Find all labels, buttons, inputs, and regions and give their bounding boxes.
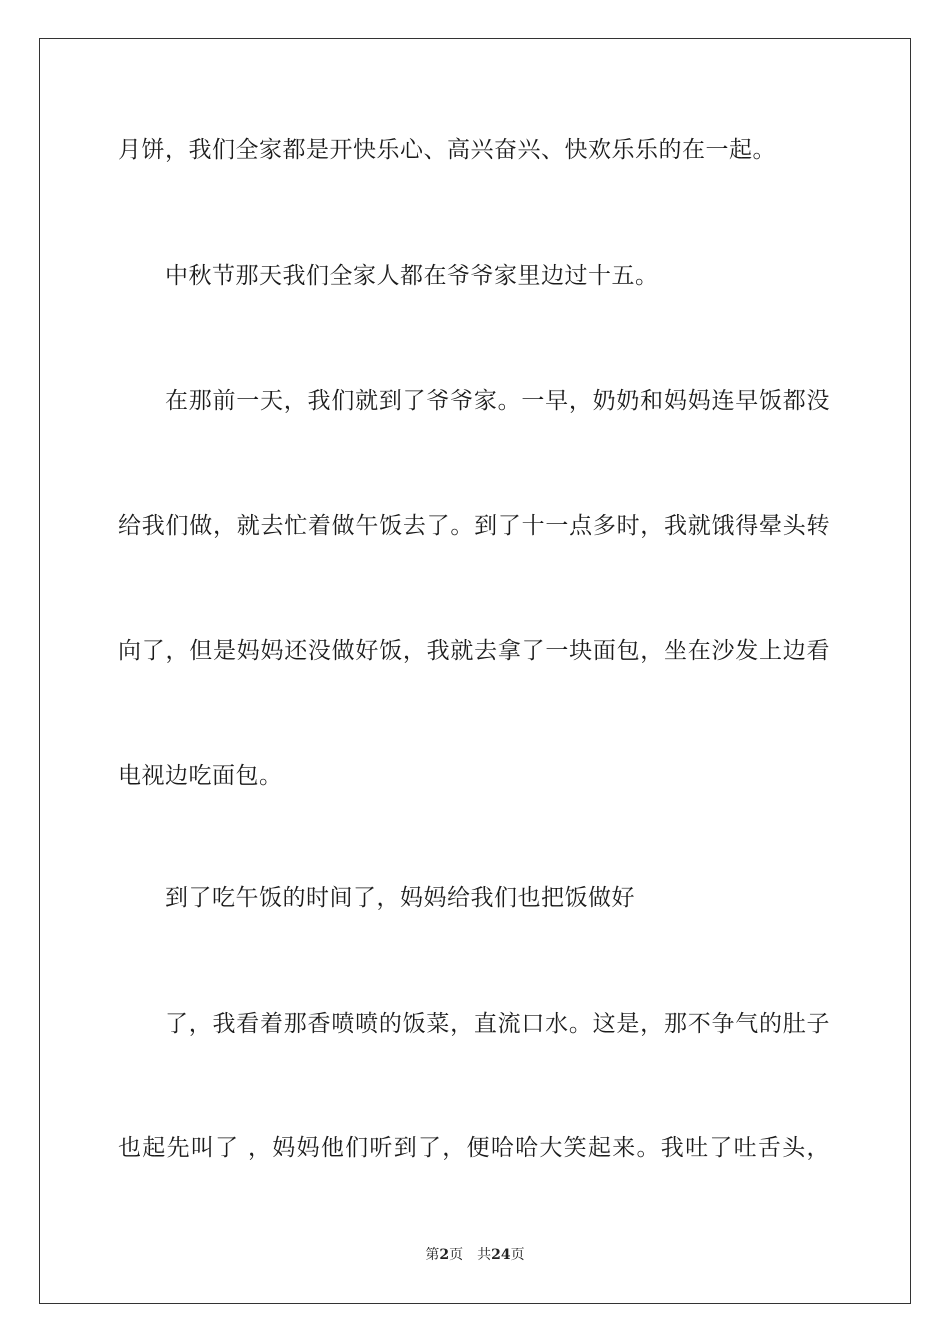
text-line-9: 也起先叫了 ，妈妈他们听到了，便哈哈大笑起来。我吐了吐舌头， — [118, 1135, 830, 1161]
text-line-4: 给我们做，就去忙着做午饭去了。到了十一点多时，我就饿得晕头转 — [118, 513, 830, 539]
text-line-3: 在那前一天，我们就到了爷爷家。一早，奶奶和妈妈连早饭都没 — [165, 388, 830, 414]
text-line-1: 月饼，我们全家都是开快乐心、高兴奋兴、快欢乐乐的在一起。 — [118, 137, 776, 163]
text-line-2: 中秋节那天我们全家人都在爷爷家里边过十五。 — [165, 263, 659, 289]
page-suffix: 页 — [449, 1247, 464, 1263]
text-line-6: 电视边吃面包。 — [118, 763, 283, 789]
page-border — [39, 38, 911, 1304]
total-prefix: 共 — [477, 1247, 492, 1263]
text-line-8: 了，我看着那香喷喷的饭菜，直流口水。这是，那不争气的肚子 — [165, 1011, 830, 1037]
page-footer — [0, 1246, 950, 1264]
page-prefix: 第 — [425, 1247, 440, 1263]
text-line-7: 到了吃午饭的时间了，妈妈给我们也把饭做好 — [165, 885, 635, 911]
text-line-5: 向了，但是妈妈还没做好饭，我就去拿了一块面包，坐在沙发上边看 — [118, 638, 830, 664]
page-total: 24 — [491, 1247, 511, 1263]
total-suffix: 页 — [510, 1247, 525, 1263]
page-current: 2 — [439, 1247, 450, 1263]
